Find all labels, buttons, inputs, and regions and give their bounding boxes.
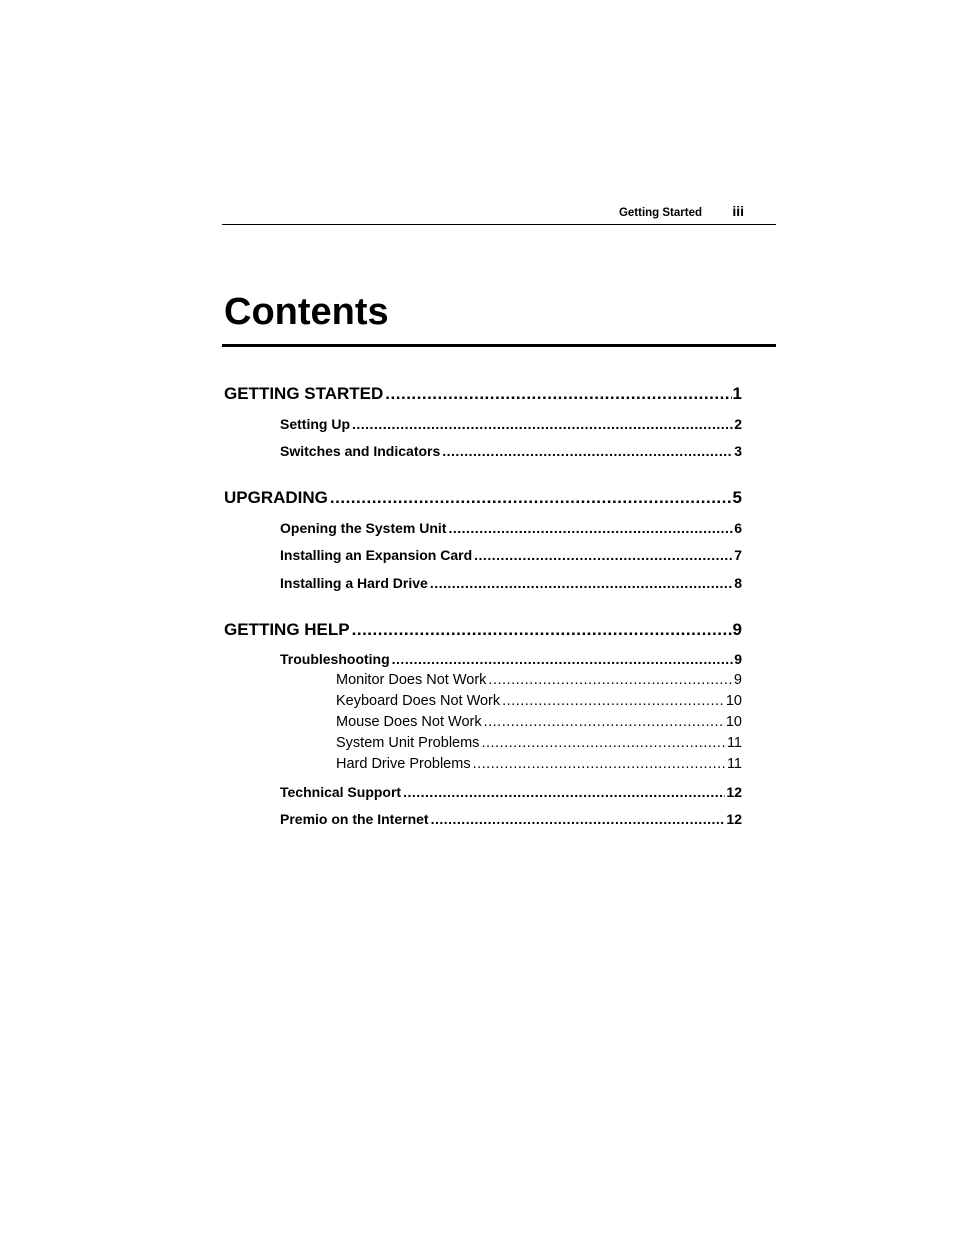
toc-entry-keyboard-not-work[interactable] — [336, 693, 742, 709]
toc-entry-page: 12 — [726, 784, 742, 800]
toc-entry-page: 10 — [725, 714, 742, 730]
dot-leader — [330, 488, 732, 508]
toc-entry-page: 9 — [732, 620, 742, 639]
toc-entry-page: 9 — [733, 672, 742, 688]
toc-entry-troubleshooting[interactable] — [280, 651, 742, 667]
dot-leader — [385, 384, 731, 404]
dot-leader — [352, 620, 732, 640]
dot-leader — [488, 672, 733, 688]
toc-entry-page: 1 — [732, 384, 742, 403]
toc-entry-label: Installing an Expansion Card — [280, 547, 473, 563]
toc-entry-premio-internet[interactable] — [280, 811, 742, 827]
toc-entry-technical-support[interactable] — [280, 784, 742, 800]
toc-entry-page: 11 — [726, 735, 742, 751]
dot-leader — [484, 714, 725, 730]
toc-entry-label: Installing a Hard Drive — [280, 575, 428, 591]
dot-leader — [392, 651, 734, 667]
title-divider — [222, 344, 776, 347]
toc-entry-page: 5 — [732, 488, 742, 507]
dot-leader — [442, 443, 733, 459]
toc-entry-system-unit-problems[interactable] — [336, 735, 742, 751]
toc-entry-label: Opening the System Unit — [280, 520, 447, 536]
dot-leader — [403, 784, 725, 800]
running-header — [222, 200, 776, 225]
toc-entry-label: Mouse Does Not Work — [336, 714, 482, 730]
dot-leader — [474, 547, 733, 563]
toc-entry-upgrading[interactable] — [224, 488, 742, 508]
toc-entry-page: 7 — [734, 547, 742, 563]
toc-entry-page: 10 — [725, 693, 742, 709]
toc-entry-getting-help[interactable] — [224, 620, 742, 640]
toc-entry-mouse-not-work[interactable] — [336, 714, 742, 730]
toc-entry-getting-started[interactable] — [224, 384, 742, 404]
toc-entry-label: Monitor Does Not Work — [336, 672, 487, 688]
toc-entry-label: Setting Up — [280, 416, 350, 432]
running-header-title: Getting Started — [618, 207, 702, 219]
page-title: Contents — [224, 291, 389, 333]
toc-entry-switches-indicators[interactable] — [280, 443, 742, 459]
dot-leader — [473, 756, 726, 772]
toc-entry-label: GETTING STARTED — [224, 384, 384, 403]
dot-leader — [481, 735, 726, 751]
toc-entry-label: GETTING HELP — [224, 620, 350, 639]
toc-entry-setting-up[interactable] — [280, 416, 742, 432]
toc-entry-label: Technical Support — [280, 784, 402, 800]
toc-entry-label: UPGRADING — [224, 488, 328, 507]
dot-leader — [502, 693, 725, 709]
running-header-page-number: iii — [732, 203, 744, 219]
dot-leader — [430, 575, 733, 591]
toc-entry-page: 3 — [734, 443, 742, 459]
toc-entry-page: 12 — [726, 811, 742, 827]
toc-entry-installing-expansion-card[interactable] — [280, 547, 742, 563]
toc-entry-page: 2 — [734, 416, 742, 432]
toc-entry-page: 8 — [734, 575, 742, 591]
toc-entry-hard-drive-problems[interactable] — [336, 756, 742, 772]
toc-entry-page: 6 — [734, 520, 742, 536]
toc-entry-page: 11 — [726, 756, 742, 772]
toc-entry-label: Premio on the Internet — [280, 811, 429, 827]
toc-entry-installing-hard-drive[interactable] — [280, 575, 742, 591]
toc-entry-label: Keyboard Does Not Work — [336, 693, 501, 709]
dot-leader — [448, 520, 733, 536]
toc-entry-label: Switches and Indicators — [280, 443, 441, 459]
toc-entry-opening-system-unit[interactable] — [280, 520, 742, 536]
toc-entry-label: Troubleshooting — [280, 651, 390, 667]
dot-leader — [352, 416, 733, 432]
toc-entry-monitor-not-work[interactable] — [336, 672, 742, 688]
dot-leader — [431, 811, 726, 827]
toc-entry-page: 9 — [734, 651, 742, 667]
toc-entry-label: Hard Drive Problems — [336, 756, 471, 772]
toc-entry-label: System Unit Problems — [336, 735, 480, 751]
